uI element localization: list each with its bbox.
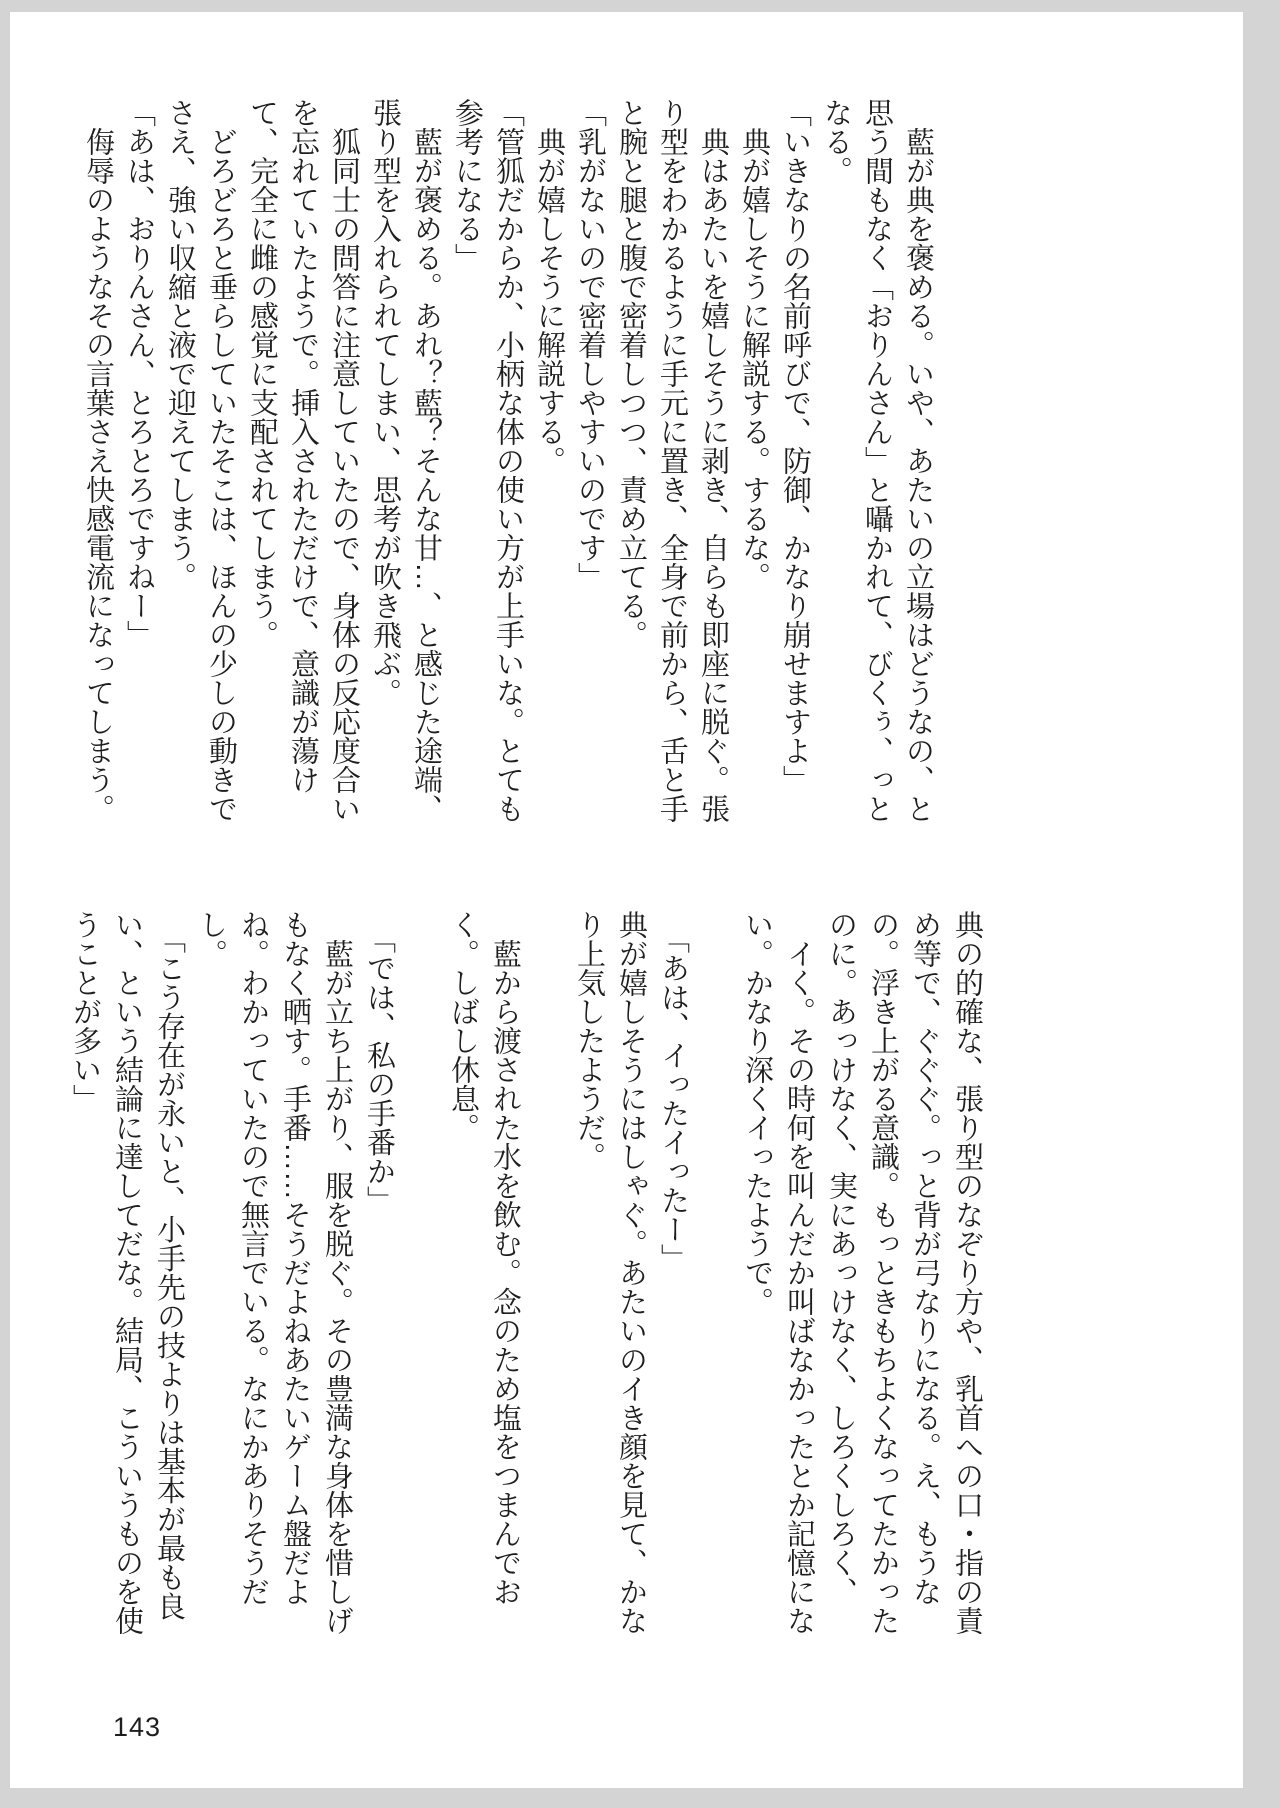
- page-number: 143: [113, 1712, 162, 1742]
- paragraph: イく。その時何を叫んだか叫ばなかったとか記憶にない。かなり深くイったようで。: [741, 910, 815, 1635]
- paragraph: 藍が褒める。あれ？藍？そんな甘…、と感じた途端、張り型を入れられてしまい、思考が吹き飛ぶ。: [369, 98, 442, 823]
- paragraph: 典が嬉しそうに解説する。するな。: [738, 98, 770, 591]
- paragraph: どろどろと垂らしていたそこは、ほんの少しの動きでさえ、強い収縮と液で迎えてしまう。: [164, 98, 237, 823]
- paragraph: 「あは、イったイったー」: [657, 910, 689, 1273]
- paragraph: 「あは、おりんさん、とろとろですねー」: [123, 98, 155, 649]
- text-block-bottom: [64, 910, 988, 1652]
- paragraph: 「管狐だからか、小柄な体の使い方が上手いな。とても参考になる」: [451, 98, 524, 823]
- paragraph: 藍が典を褒める。いや、あたいの立場はどうなの、と思う間もなく「おりんさん」と囁かれて、びくぅ、っとなる。: [820, 98, 934, 823]
- text-block-top: [77, 98, 938, 840]
- paragraph: 狐同士の問答に注意していたので、身体の反応度合いを忘れていたようで。挿入されただけで、意識が蕩けて、完全に雌の感覚に支配されてしまう。: [246, 98, 360, 823]
- paragraph: 侮辱のようなその言葉さえ快感電流になってしまう。: [82, 98, 114, 823]
- blank-line: [526, 910, 568, 1652]
- paragraph: 典が嬉しそうにはしゃぐ。あたいのイき顔を見て、かなり上気したようだ。: [573, 910, 647, 1635]
- blank-line: [400, 910, 442, 1652]
- paragraph: 「いきなりの名前呼びで、防御、かなり崩せますよ」: [779, 98, 811, 794]
- blank-line: [694, 910, 736, 1652]
- paragraph: 「こう存在が永いと、小手先の技よりは基本が最も良い、という結論に達してだな。結局、こういうものを使うことが多い」: [69, 910, 185, 1635]
- paragraph: 典はあたいを嬉しそうに剥き、自らも即座に脱ぐ。張り型をわかるように手元に置き、全身で前から、舌と手と腕と腿と腹で密着しつつ、責め立てる。: [615, 98, 729, 823]
- paragraph: 「では、私の手番か」: [363, 910, 395, 1215]
- paragraph: 藍から渡された水を飲む。念のため塩をつまんでおく。しばし休息。: [447, 910, 521, 1606]
- paragraph: 「乳がないので密着しやすいのです」: [574, 98, 606, 591]
- novel-page: [10, 12, 1243, 1788]
- paragraph: 藍が立ち上がり、服を脱ぐ。その豊満な身体を惜しげもなく晒す。手番……そうだよねあたいゲーム盤だよね。わかっていたので無言でいる。なにかありそうだし。: [195, 910, 353, 1635]
- paragraph: 典が嬉しそうに解説する。: [533, 98, 565, 475]
- paragraph: 典の的確な、張り型のなぞり方や、乳首への口・指の責め等で、ぐぐぐ。っと背が弓なりになる。え、もうなの。浮き上がる意識。もっときもちよくなってたかったのに。あっけなく、実にあっけなく、しろくしろく、: [825, 910, 983, 1635]
